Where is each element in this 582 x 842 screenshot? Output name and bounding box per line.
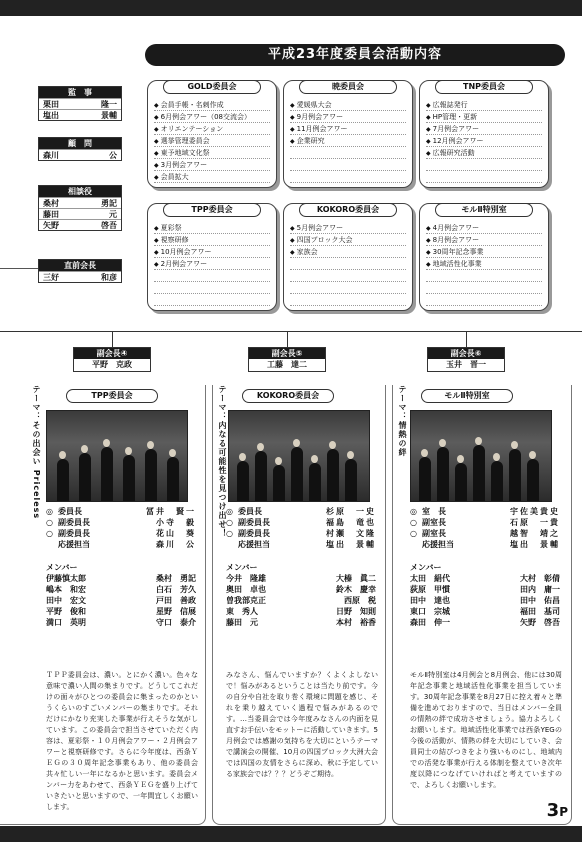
member-name: 田中 佑昌 [520, 596, 560, 605]
member-row [226, 606, 376, 617]
theme-text: テーマ：その出会い Priceless [32, 385, 41, 520]
member-name: 白石 芳久 [156, 585, 196, 594]
member-name: 日野 知則 [336, 607, 376, 616]
vp-heading: 副会長⑤ [249, 348, 325, 359]
committee-item: ◆ 会員手帳・名刺作成 [154, 99, 270, 111]
vp-name: 玉井 晋一 [446, 360, 486, 369]
officer-name: 宇佐美貴史 [510, 507, 560, 516]
committee-item: ◆ 11月例会アワー [290, 123, 406, 135]
committee-item: ◆ HP管理・更新 [426, 111, 542, 123]
role-name-row [39, 219, 121, 230]
committee-item: ◆ 7月例会アワー [426, 123, 542, 135]
member-name: 嶋本 和宏 [46, 585, 86, 594]
committee-box-akatsuki [283, 80, 413, 188]
officer-mark: ○ [226, 529, 233, 538]
member-row [410, 617, 560, 628]
role-heading: 監 事 [39, 87, 121, 98]
members-list [46, 562, 196, 628]
vp-heading: 副会長④ [74, 348, 150, 359]
member-name: 太田 絹代 [410, 574, 450, 583]
committee-item-blank [290, 294, 406, 306]
committee-item: ◆ 10月例会アワー [154, 246, 270, 258]
officer-row [226, 517, 376, 528]
officer-name: 石原 一貴 [510, 518, 560, 527]
officer-mark [46, 539, 58, 550]
member-name: 星野 信展 [156, 607, 196, 616]
role-heading: 直前会長 [39, 260, 121, 271]
committee-box-tnp [419, 80, 549, 188]
committee-item-blank [154, 294, 270, 306]
member-name: 伊藤慎太郎 [46, 574, 86, 583]
officer-mark [226, 539, 238, 550]
org-line [287, 331, 288, 347]
committee-item: ◆ 愛媛県大会 [290, 99, 406, 111]
group-photo [410, 410, 552, 502]
member-name: 満口 英明 [46, 618, 86, 627]
officer-row [226, 528, 376, 539]
committee-item: ◆ 視察研修 [154, 234, 270, 246]
role-name-row [39, 271, 121, 282]
committee-item-blank [154, 270, 270, 282]
surname: 塩出 [43, 111, 59, 120]
officer-mark: ○ [410, 518, 417, 527]
role-heading: 顧 問 [39, 138, 121, 149]
committee-item-blank [154, 282, 270, 294]
officer-mark: ○ [226, 518, 233, 527]
committee-title: モルⅡ特別室 [435, 203, 533, 217]
officers-list [46, 506, 196, 550]
vice-president-5 [248, 347, 326, 372]
member-name: 東 秀人 [226, 607, 258, 616]
member-row [46, 584, 196, 595]
theme-text: テーマ：情熱の絆 [398, 385, 407, 457]
surname: 森川 [43, 151, 59, 160]
member-row [46, 606, 196, 617]
page-number-suffix: P [559, 805, 568, 819]
members-heading: メンバー [226, 563, 258, 572]
role-heading: 相談役 [39, 186, 121, 197]
page-number-value: 3 [546, 800, 560, 821]
officer-row [46, 506, 196, 517]
officer-title: 副室長 [422, 518, 446, 527]
committee-title: GOLD委員会 [163, 80, 261, 94]
committee-item: ◆ 家族会 [290, 246, 406, 258]
role-name-row [39, 208, 121, 219]
committee-item: ◆ 30周年記念事業 [426, 246, 542, 258]
org-line [0, 331, 582, 332]
given-name: 和彦 [101, 273, 117, 282]
committee-item: ◆ 5月例会アワー [290, 222, 406, 234]
page-number [547, 800, 568, 821]
committee-pill: KOKORO委員会 [242, 389, 334, 403]
role-name-row [39, 149, 121, 160]
committee-item-blank [426, 270, 542, 282]
role-advisor [38, 137, 122, 161]
committee-box-kokoro [283, 203, 413, 311]
officer-title: 委員長 [58, 507, 82, 516]
committee-item-blank [290, 159, 406, 171]
officer-title: 副委員長 [238, 518, 270, 527]
committee-item: ◆ 12月例会アワー [426, 135, 542, 147]
committee-title: TPP委員会 [163, 203, 261, 217]
member-name: 今井 隆雄 [226, 574, 266, 583]
given-name: 公 [109, 151, 117, 160]
member-name: 荻原 甲慣 [410, 585, 450, 594]
officer-row [410, 506, 560, 517]
officer-row [226, 506, 376, 517]
member-name: 桑村 勇記 [156, 574, 196, 583]
officer-title: 委員長 [238, 507, 262, 516]
officer-title: 室 長 [422, 507, 446, 516]
theme-text: テーマ：内なる可能性を見つけ出せ！ [218, 385, 227, 538]
committee-item: ◆ 企業研究 [290, 135, 406, 147]
committee-item: ◆ オリエンテーション [154, 123, 270, 135]
officer-name: 小寺 毅 [156, 518, 196, 527]
surname: 藤田 [43, 210, 59, 219]
officer-name: 杉原 一史 [326, 507, 376, 516]
officer-name: 越智 靖之 [510, 529, 560, 538]
officer-title: 副委員長 [238, 529, 270, 538]
officers-list [226, 506, 376, 550]
connector-line [0, 268, 38, 269]
role-counselors [38, 185, 122, 231]
officer-name: 福島 竜也 [326, 518, 376, 527]
members-heading: メンバー [46, 563, 78, 572]
committee-item-blank [290, 171, 406, 183]
officer-name: 塩出 景輔 [510, 540, 560, 549]
vice-president-4 [73, 347, 151, 372]
role-past-president [38, 259, 122, 283]
member-row [46, 617, 196, 628]
bottom-band [0, 826, 582, 842]
member-name: 本村 裕香 [336, 618, 376, 627]
role-name-row [39, 109, 121, 120]
member-name: 大村 彰倩 [520, 574, 560, 583]
member-name: 曽我部克正 [226, 596, 266, 605]
committee-item: ◆ 2月例会アワー [154, 258, 270, 270]
officer-mark: ◎ [226, 507, 233, 516]
officer-mark: ◎ [410, 507, 417, 516]
members-list [226, 562, 376, 628]
member-row [410, 573, 560, 584]
officer-name: 村瀬 文隆 [326, 529, 376, 538]
member-name: 矢野 啓吾 [520, 618, 560, 627]
member-row [226, 584, 376, 595]
committee-title: TNP委員会 [435, 80, 533, 94]
role-auditors [38, 86, 122, 121]
member-name: 藤田 元 [226, 618, 258, 627]
given-name: 隆一 [101, 100, 117, 109]
committee-item: ◆ 広報誌発行 [426, 99, 542, 111]
committee-item-blank [426, 159, 542, 171]
member-name: 戸田 善政 [156, 596, 196, 605]
member-name: 鈴木 慶幸 [336, 585, 376, 594]
committee-title: 暁委員会 [299, 80, 397, 94]
officer-title: 副委員長 [58, 518, 90, 527]
member-row [226, 573, 376, 584]
committee-item-blank [290, 270, 406, 282]
officers-list [410, 506, 560, 550]
officer-name: 冨井 賢一 [146, 507, 196, 516]
officer-row [226, 539, 376, 550]
officer-row [46, 539, 196, 550]
committee-item: ◆ 四国ブロック大会 [290, 234, 406, 246]
member-row [226, 595, 376, 606]
officer-mark [410, 539, 422, 550]
officer-title: 副室長 [422, 529, 446, 538]
member-name: 守口 泰介 [156, 618, 196, 627]
member-name: 奥田 卓也 [226, 585, 266, 594]
role-name-row [39, 98, 121, 109]
member-name: 森田 伸一 [410, 618, 450, 627]
org-line [466, 331, 467, 347]
top-band [0, 0, 582, 16]
surname: 栗田 [43, 100, 59, 109]
officer-mark: ○ [46, 518, 53, 527]
committee-description: みなさん、悩んでいますか？くよくよしないで！悩みがあるということは当たり前です。今の自分や自社を取り巻く環境に問題を感じ、それを乗り越えていく過程で悩みがあるのです。…当委員会では今年度みなさんの内面を見直すお手伝いをモットーに活動していきます。5月例会では感謝の気持ちを大切にというテーマで講演会の開催、10月の四国ブロック大洲大会では四国の友情をさらに深め、秋に予定している家族会では？？？どうぞご期待。 [226, 671, 378, 778]
officer-mark: ○ [46, 529, 53, 538]
member-row [410, 584, 560, 595]
committee-item: ◆ 夏彩祭 [154, 222, 270, 234]
member-name: 平野 俊和 [46, 607, 86, 616]
committee-item: ◆ 6月例会アワー（08交流会） [154, 111, 270, 123]
officer-name: 森川 公 [156, 540, 196, 549]
officer-row [410, 528, 560, 539]
committee-description: モルⅡ特別室は4月例会と8月例会、他には30周年記念事業と地域活性化事業を担当しています。30周年記念事業を8月27日に控え着々と準備を進めておりますので、当日はメンバー全員の情熱の絆で成功させましょう。協力よろしくお願いします。地域活性化事業では西条YEGの今後の活動が、情熱の絆を大切にしていき、会員同士の結びつきをより強いものにし、地域内での活発な事業が行える体制を整えていき次年度以降につなげていければと考えていますので、よろしくお願いします。 [410, 671, 562, 789]
member-row [410, 595, 560, 606]
member-row [46, 595, 196, 606]
member-name: 田内 庸一 [520, 585, 560, 594]
committee-item: ◆ 4月例会アワー [426, 222, 542, 234]
given-name: 啓吾 [101, 221, 117, 230]
member-row [410, 606, 560, 617]
member-name: 福田 基司 [520, 607, 560, 616]
committee-item: ◆ 地域活性化事業 [426, 258, 542, 270]
committee-item-blank [426, 294, 542, 306]
vp-name: 平野 克政 [92, 360, 132, 369]
officer-title: 副委員長 [58, 529, 90, 538]
committee-item: ◆ 3月例会アワー [154, 159, 270, 171]
committee-box-gold [147, 80, 277, 188]
given-name: 勇記 [101, 199, 117, 208]
given-name: 景輔 [101, 111, 117, 120]
committee-description: ＴＰＰ委員会は、濃い。とにかく濃い。色々な意味で濃い人間の集まりです。どうしてこれだけの面々がひとつの委員会に集まったのかというくらいのすごいメンバーの集まりです。それだけにかなり充実した事業が行えそうな気がしています。この委員会で担当させていただく内容は、夏彩祭・１０月例会アワー・２月例会アワーと視察研修です。さらに今年度は、西条ＹＥＧの３０周年記念事業もあり、他の委員会共々忙しい一年になるかと思います。委員会メンバー力をあわせて、西条ＹＥＧを盛り上げていきたいと思いますので、一年間宜しくお願いします。 [46, 671, 198, 811]
committee-item: ◆ 会員拡大 [154, 171, 270, 183]
committee-item: ◆ 東予地域文化祭 [154, 147, 270, 159]
officer-mark: ◎ [46, 507, 53, 516]
page-title: 平成23年度委員会活動内容 [145, 44, 565, 66]
surname: 三好 [43, 273, 59, 282]
officer-mark: ○ [410, 529, 417, 538]
officer-title: 応援担当 [58, 540, 90, 549]
officer-name: 塩出 景輔 [326, 540, 376, 549]
member-name: 田中 達也 [410, 596, 450, 605]
committee-box-moru2 [419, 203, 549, 311]
members-heading: メンバー [410, 563, 442, 572]
org-line [112, 331, 113, 347]
member-row [46, 573, 196, 584]
committee-item-blank [290, 282, 406, 294]
committee-pill: モルⅡ特別室 [421, 389, 513, 403]
committee-item: ◆ 8月例会アワー [426, 234, 542, 246]
vp-name: 工藤 達二 [267, 360, 307, 369]
surname: 桑村 [43, 199, 59, 208]
officer-row [46, 528, 196, 539]
members-list [410, 562, 560, 628]
officer-title: 応援担当 [422, 540, 454, 549]
committee-item-blank [426, 171, 542, 183]
committee-item: ◆ 広報研究活動 [426, 147, 542, 159]
officer-row [410, 517, 560, 528]
member-row [226, 617, 376, 628]
surname: 矢野 [43, 221, 59, 230]
role-name-row [39, 197, 121, 208]
officer-title: 応援担当 [238, 540, 270, 549]
member-name: 田中 宏文 [46, 596, 86, 605]
group-photo [228, 410, 370, 502]
given-name: 元 [109, 210, 117, 219]
member-name: 東口 宗城 [410, 607, 450, 616]
committee-item-blank [290, 258, 406, 270]
committee-item: ◆ 選挙管理委員会 [154, 135, 270, 147]
committee-pill: TPP委員会 [66, 389, 158, 403]
vice-president-6 [427, 347, 505, 372]
committee-item: ◆ 9月例会アワー [290, 111, 406, 123]
member-name: 西原 税 [344, 596, 376, 605]
officer-row [46, 517, 196, 528]
group-photo [46, 410, 188, 502]
officer-row [410, 539, 560, 550]
member-name: 大榛 眞二 [336, 574, 376, 583]
vp-heading: 副会長⑥ [428, 348, 504, 359]
officer-name: 花山 葵 [156, 529, 196, 538]
committee-item-blank [290, 147, 406, 159]
committee-box-tpp [147, 203, 277, 311]
committee-item-blank [426, 282, 542, 294]
committee-title: KOKORO委員会 [299, 203, 397, 217]
